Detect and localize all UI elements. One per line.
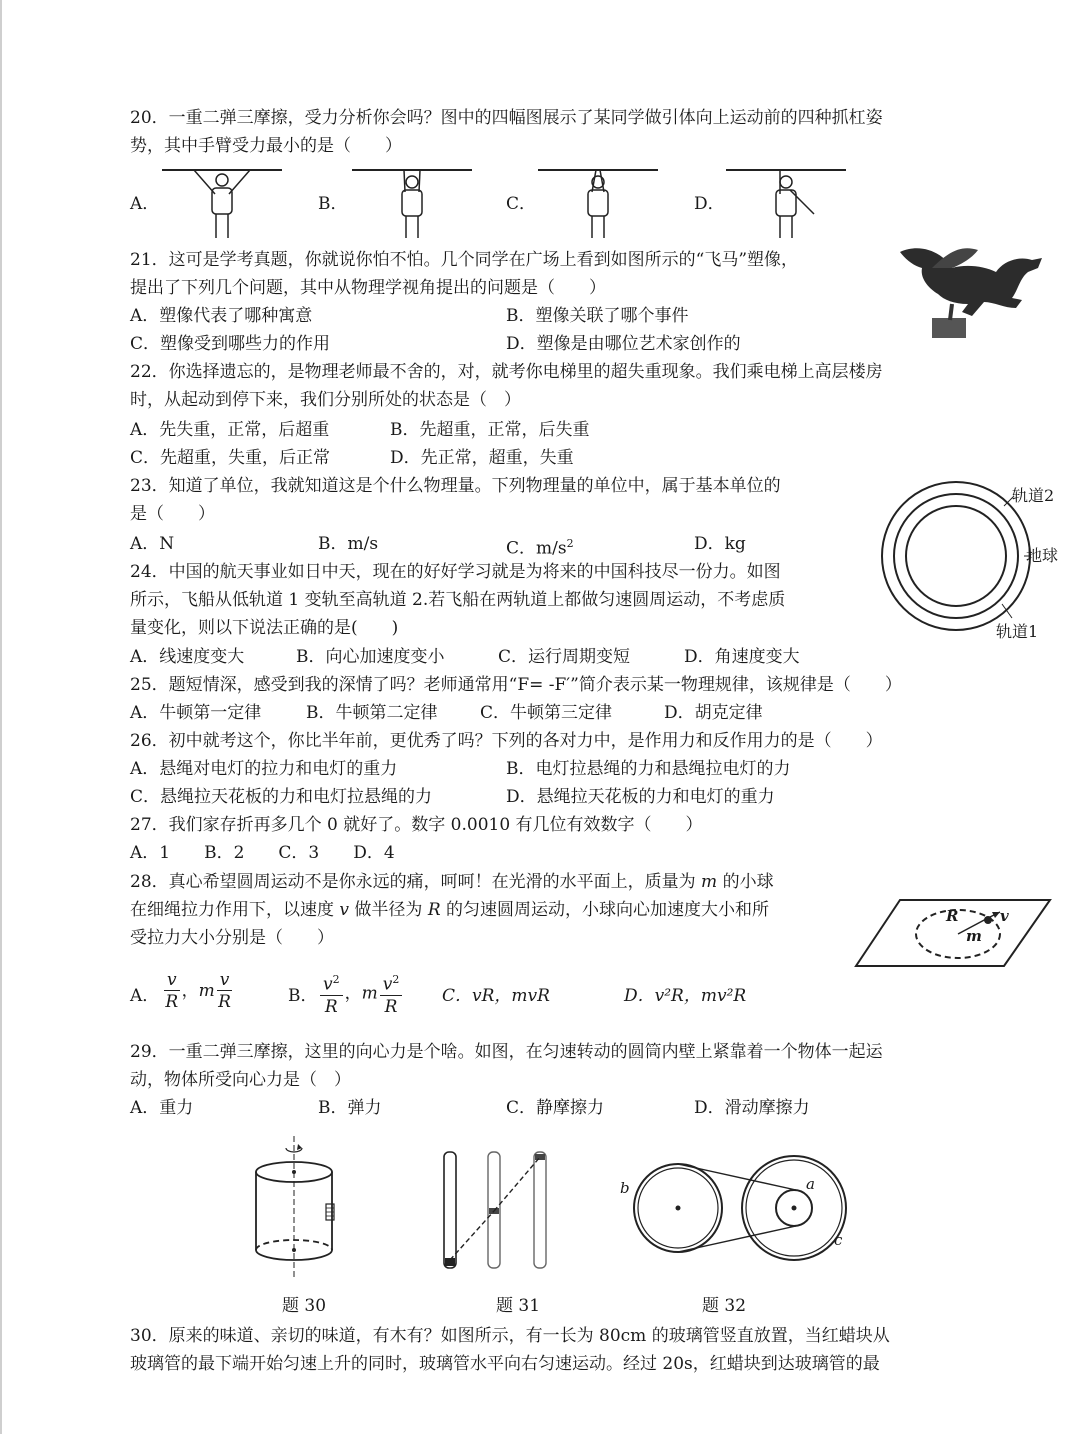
q27-line1: 27．我们家存折再多几个 0 就好了。数字 0.0010 有几位有效数字（ ） — [130, 815, 703, 835]
q24-option-b: B．向心加速度变小 — [296, 647, 445, 667]
pulley-label-a: a — [806, 1175, 815, 1193]
q23-option-d: D．kg — [694, 534, 746, 554]
q29-option-a: A．重力 — [130, 1098, 194, 1118]
q24-line1: 24．中国的航天事业如日中天，现在的好好学习就是为将来的中国科技尽一份力。如图 — [130, 562, 781, 582]
q26-option-b: B．电灯拉悬绳的力和悬绳拉电灯的力 — [506, 759, 791, 779]
q26-option-d: D．悬绳拉天花板的力和电灯的重力 — [506, 787, 775, 807]
q20-line1: 20．一重二弹三摩擦，受力分析你会吗？图中的四幅图展示了某同学做引体向上运动前的四种抓杠姿 — [130, 108, 883, 128]
q28-option-a-formula: $\frac{v}{R}$ ，m $\frac{v}{R}$ — [165, 970, 231, 1012]
q25-line1: 25．题短情深，感受到我的深情了吗？老师通常用“F= -F′”简介表示某一物理规律，该规律是（ ） — [130, 675, 902, 695]
q24-line2: 所示，飞船从低轨道 1 变轨至高轨道 2.若飞船在两轨道上都做匀速圆周运动，不考虑质 — [130, 590, 786, 610]
q29-line2: 动，物体所受向心力是（ ） — [130, 1070, 351, 1090]
q24-option-d: D．角速度变大 — [684, 647, 800, 667]
q20-option-c: C． — [506, 194, 537, 214]
q23-line2: 是（ ） — [130, 504, 215, 524]
pullup-figure-a — [160, 162, 284, 242]
q29-option-d: D．滑动摩擦力 — [694, 1098, 810, 1118]
belt-pulley-diagram — [628, 1154, 858, 1264]
q22-line1: 22．你选择遗忘的，是物理老师最不舍的，对，就考你电梯里的超失重现象。我们乘电梯上高层楼房 — [130, 362, 883, 382]
q28-line3: 受拉力大小分别是（ ） — [130, 928, 334, 948]
plane-label-m: m — [966, 927, 982, 945]
q30-line1: 30．原来的味道、亲切的味道，有木有？如图所示，有一长为 80cm 的玻璃管竖直放置，当红蜡块从 — [130, 1326, 890, 1346]
q27-options: A．1 B．2 C．3 D．4 — [130, 843, 395, 863]
q20-line2: 势，其中手臂受力最小的是（ ） — [130, 136, 402, 156]
q28-option-a-label: A． — [130, 986, 160, 1006]
q23-option-b: B．m/s — [318, 534, 379, 554]
plane-label-v: v — [1000, 907, 1009, 925]
q21-line1: 21．这可是学考真题，你就说你怕不怕。几个同学在广场上看到如图所示的“飞马”塑像， — [130, 250, 799, 270]
pullup-figure-c — [536, 162, 660, 242]
q23-option-c: C．$m/s^2$ — [506, 537, 574, 559]
q23-option-a: A．N — [130, 534, 175, 554]
q20-option-d: D． — [694, 194, 725, 214]
pulley-label-c: c — [834, 1231, 843, 1249]
q28-line1: 28．真心希望圆周运动不是你永远的痛，呵呵！在光滑的水平面上，质量为 m 的小球 — [130, 872, 774, 892]
orbit-1-label: 轨道1 — [996, 622, 1039, 641]
pullup-figure-d — [724, 162, 848, 242]
q25-option-a: A．牛顿第一定律 — [130, 703, 262, 723]
caption-figure-30: 题 30 — [282, 1296, 327, 1316]
q20-option-a: A． — [130, 194, 160, 214]
q29-option-c: C．静摩擦力 — [506, 1098, 605, 1118]
page-edge — [0, 0, 2, 1434]
plane-label-r: R — [946, 907, 959, 925]
caption-figure-31: 题 31 — [496, 1296, 541, 1316]
rotating-cylinder-diagram — [248, 1134, 348, 1282]
glass-tube-diagram — [436, 1148, 556, 1272]
q23-line1: 23．知道了单位，我就知道这是个什么物理量。下列物理量的单位中，属于基本单位的 — [130, 476, 781, 496]
q26-option-a: A．悬绳对电灯的拉力和电灯的重力 — [130, 759, 398, 779]
q21-option-b: B．塑像关联了哪个事件 — [506, 306, 689, 326]
q22-option-b: B．先超重，正常，后失重 — [390, 420, 590, 440]
q20-option-b: B． — [318, 194, 348, 214]
pullup-figure-b — [350, 162, 474, 242]
q28-option-b-formula: $\frac{v^2}{R}$ ，m $\frac{v^2}{R}$ — [318, 970, 404, 1018]
q30-line2: 玻璃管的最下端开始匀速上升的同时，玻璃管水平向右匀速运动。经过 20s，红蜡块到达玻璃管的最 — [130, 1354, 880, 1374]
q26-option-c: C．悬绳拉天花板的力和电灯拉悬绳的力 — [130, 787, 433, 807]
q25-option-b: B．牛顿第二定律 — [306, 703, 438, 723]
pulley-label-b: b — [620, 1179, 630, 1197]
q24-line3: 量变化，则以下说法正确的是( ) — [130, 618, 399, 638]
q21-option-d: D．塑像是由哪位艺术家创作的 — [506, 334, 741, 354]
q21-option-a: A．塑像代表了哪种寓意 — [130, 306, 313, 326]
q29-line1: 29．一重二弹三摩擦，这里的向心力是个啥。如图，在匀速转动的圆筒内壁上紧靠着一个物体一起运 — [130, 1042, 883, 1062]
q24-option-c: C．运行周期变短 — [498, 647, 631, 667]
q22-option-d: D．先正常，超重，失重 — [390, 448, 574, 468]
q24-option-a: A．线速度变大 — [130, 647, 245, 667]
orbit-2-label: 轨道2 — [1012, 486, 1055, 505]
q21-line2: 提出了下列几个问题，其中从物理学视角提出的问题是（ ） — [130, 278, 606, 298]
q28-line2: 在细绳拉力作用下，以速度 v 做半径为 R 的匀速圆周运动，小球向心加速度大小和所 — [130, 900, 770, 920]
q22-option-c: C．先超重，失重，后正常 — [130, 448, 331, 468]
q22-option-a: A．先失重，正常，后超重 — [130, 420, 330, 440]
q28-option-b-label: B． — [288, 986, 318, 1006]
flying-horse-statue-photo — [892, 238, 1048, 342]
q29-option-b: B．弹力 — [318, 1098, 382, 1118]
caption-figure-32: 题 32 — [702, 1296, 747, 1316]
q28-option-c: C．vR，mvR — [442, 986, 550, 1006]
q28-option-d: D．v²R，mv²R — [624, 986, 747, 1006]
q25-option-c: C．牛顿第三定律 — [480, 703, 613, 723]
q26-line1: 26．初中就考这个，你比半年前，更优秀了吗？下列的各对力中，是作用力和反作用力的是（ ） — [130, 731, 883, 751]
q22-line2: 时，从起动到停下来，我们分别所处的状态是（ ） — [130, 390, 521, 410]
q25-option-d: D．胡克定律 — [664, 703, 763, 723]
earth-label: 地球 — [1026, 546, 1059, 565]
q21-option-c: C．塑像受到哪些力的作用 — [130, 334, 331, 354]
